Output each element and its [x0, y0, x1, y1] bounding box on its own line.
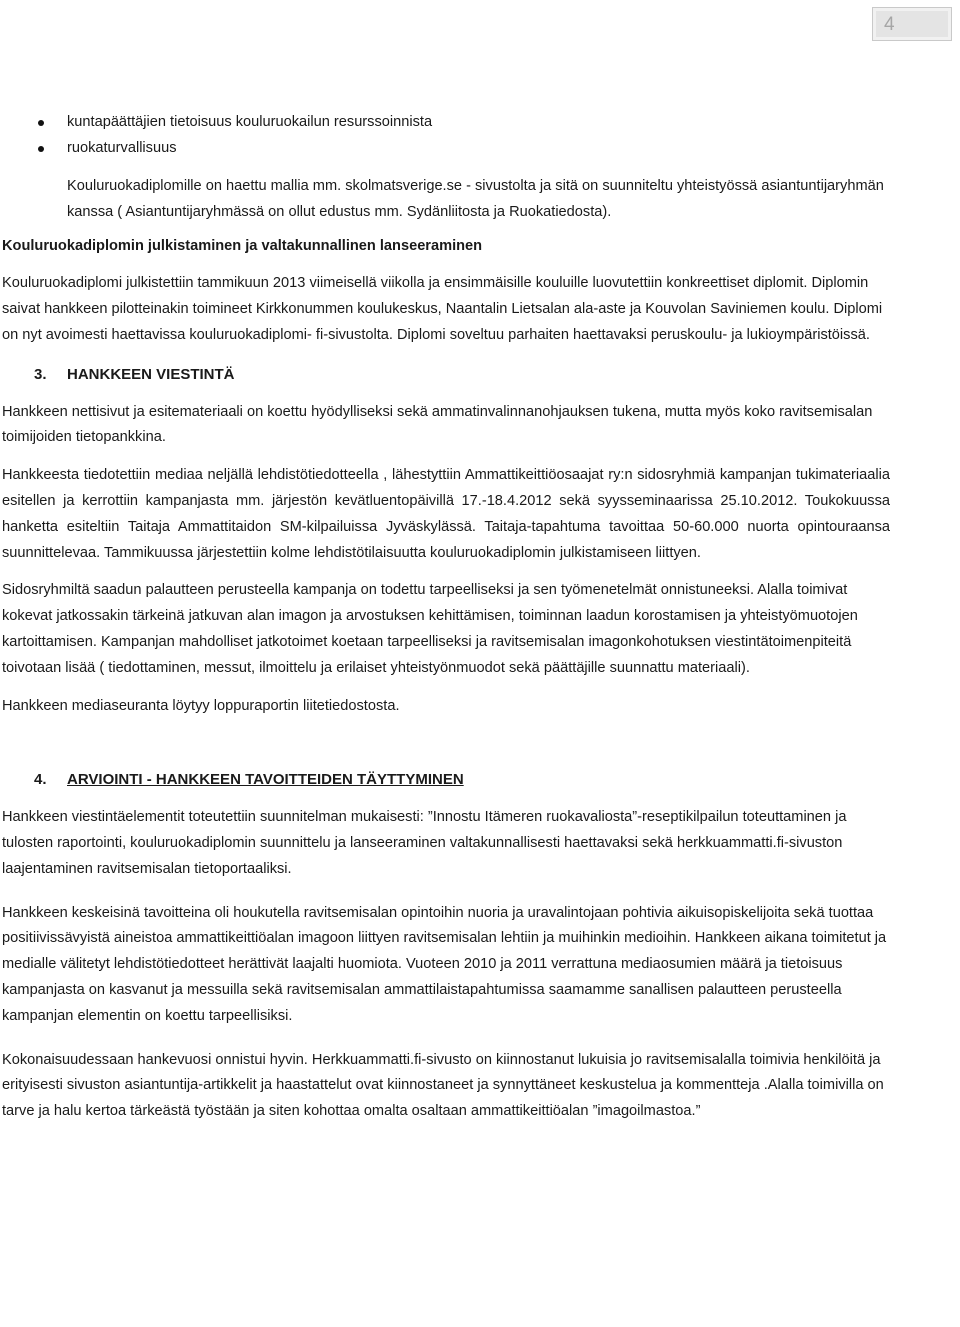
section-4-number: 4.: [34, 771, 47, 789]
section-3-number: 3.: [34, 365, 47, 383]
section-4-heading: [2, 767, 890, 793]
document-body: [0, 110, 960, 1125]
bullet-text: ruokaturvallisuus: [67, 140, 177, 156]
bullet-list: [2, 110, 890, 162]
section-4-paragraph: Hankkeen viestintäelementit toteutettiin suunnitelman mukaisesti: ”Innostu Itämeren ruokavaliosta”-reseptikilpailun toteuttaminen ja tulosten raportointi, kouluruokadiplomin suunnittelu ja lanseeraminen valtakunnallisesti haettavaksi sekä herkkuammatti.fi-sivuston laajentaminen ravitsemisalan tietoportaaliksi.: [2, 809, 847, 877]
section-3-paragraph: Hankkeen mediaseuranta löytyy loppuraportin liitetiedostosta.: [2, 697, 400, 714]
section-4-title: ARVIOINTI - HANKKEEN TAVOITTEIDEN TÄYTTYMINEN: [67, 771, 464, 789]
section-3-paragraph: Hankkeen nettisivut ja esitemateriaali on koettu hyödylliseksi sekä ammatinvalinnanohjauksen tukena, mutta myös koko ravitsemisalan toimijoiden tietopankkina.: [2, 403, 873, 446]
section-4-paragraph: Kokonaisuudessaan hankevuosi onnistui hyvin. Herkkuammatti.fi-sivusto on kiinnostanut lukuisia jo ravitsemisalalla toimivia henkilöitä ja erityisesti sivuston asiantuntija-artikkelit ja haastattelut ovat kiinnostaneet ja synnyttäneet keskustelua ja kommentteja .Alalla toimivilla on tarve ja halu kertoa tärkeästä työstään ja siten kohottaa omalta osaltaan ammattikeittiöalan ”imagoilmastoa.”: [2, 1051, 884, 1120]
bullet-dot-icon: [38, 120, 44, 126]
section-3-paragraph: Sidosryhmiltä saadun palautteen perusteella kampanja on todettu tarpeelliseksi ja sen työmenetelmät onnistuneeksi. Alalla toimivat kokevat jatkossakin tärkeinä jatkuvan alan imagon ja arvostuksen kehittämisen, toiminnan laadun korostamisen ja yhteistyömuotojen kartoittamisen. Kampanjan mahdolliset jatkotoimet koetaan tarpeelliseksi ja ravitsemisalan imagonkohotuksen viestintätoimenpiteitä toivotaan lisää ( tiedottaminen, messut, ilmoittelu ja erilaiset yhteistyönmuodot sekä päättäjille suunnattu materiaali).: [2, 582, 858, 676]
intro-paragraph: Kouluruokadiplomille on haettu mallia mm. skolmatsverige.se - sivustolta ja sitä on suunniteltu yhteistyössä asiantuntijaryhmän kanssa ( Asiantuntijaryhmässä on ollut edustus mm. Sydänliitosta ja Ruokatiedosta).: [67, 178, 884, 220]
bullet-text: kuntapäättäjien tietoisuus kouluruokailun resurssoinnista: [67, 114, 433, 130]
page-number: 4: [876, 11, 948, 37]
bullet-item: [34, 136, 890, 162]
section-3-paragraph: Hankkeesta tiedotettiin mediaa neljällä lehdistötiedotteella , lähestyttiin Ammattikeittiöosaajat ry:n sidosryhmiä kampanjan tukimateriaalia esitellen ja kerrottiin kampanjasta mm. järjestön kevätluentopäivillä 17.-18.4.2012 sekä syysseminaarissa 25.10.2012. Toukokuussa hanketta esiteltiin Taitaja Ammattitaidon SM-kilpailuissa Jyväskylässä. Taitaja-tapahtuma tavoittaa 50-60.000 nuorta opintouraansa suunnittelevaa. Tammikuussa järjestettiin kolme lehdistötilaisuutta kouluruokadiplomin julkistamiseen liittyen.: [2, 467, 890, 561]
page-number-badge: [872, 7, 952, 41]
section-3-title: HANKKEEN VIESTINTÄ: [67, 365, 235, 383]
section-3-heading: [2, 362, 890, 388]
section-4-paragraph: Hankkeen keskeisinä tavoitteina oli houkutella ravitsemisalan opintoihin nuoria ja uravalintojaan pohtivia aikuisopiskelijoita sekä tuottaa positiivissävyistä aineistoa ammattikeittiöalan imagoon liittyen ravitsemisalan lehtiin ja muihinkin medioihin. Hankkeen aikana toimitetut ja medialle välitetyt lehdistötiedotteet herättivät laajalti huomiota. Vuoteen 2010 ja 2011 verrattuna mediaosumien määrä ja tietoisuus kampanjasta on kasvanut ja messuilla sekä ravitsemisalan ammattilaistapahtumissa saamamme sanallisen palautteen perusteella kampanjan elementin on koettu tarpeellisiksi.: [2, 904, 887, 1024]
bullet-item: [34, 110, 890, 136]
diploma-paragraph: Kouluruokadiplomi julkistettiin tammikuun 2013 viimeisellä viikolla ja ensimmäisille kouluille luovutettiin konkreettiset diplomit. Diplomin saivat hankkeen pilotteinakin toimineet Kirkkonummen koulukeskus, Naantalin Lietsalan ala-aste ja Kouvolan Saviniemen koulu. Diplomi on nyt avoimesti haettavissa kouluruokadiplomi- fi-sivustolta. Diplomi soveltuu parhaiten haettavaksi peruskoulu- ja lukioympäristöissä.: [2, 275, 883, 343]
diploma-subheading: Kouluruokadiplomin julkistaminen ja valtakunnallinen lanseeraminen: [2, 237, 483, 254]
bullet-dot-icon: [38, 146, 44, 152]
